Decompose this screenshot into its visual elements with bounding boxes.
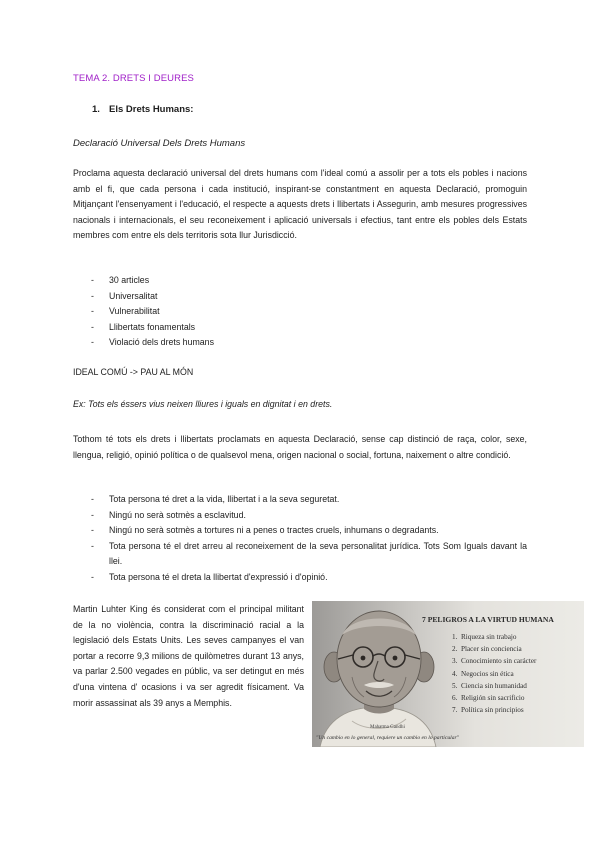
intro-paragraph: Proclama aquesta declaració universal del drets humans com l'ideal comú a assolir per a tots els pobles i nacions amb el fi, que cada persona i cada institució, inspirant-se constantment en aquesta Declaració, promoguin Mitjançant l'ensenyament i l'educació, el respecte a aquests drets i llibertats i Assegurin, amb mesures progressives nacionals i internacionals, el seu reconeixement i aplicació universals i efectius, tant entre els pobles dels Estats membres com entre els dels territoris sota llur Jurisdicció. [73,168,527,241]
poster-signature: Mahatma Gandhi [370,725,405,730]
gandhi-poster [312,601,584,747]
rights-list [91,492,527,586]
list-item: - Universalitat [91,289,527,305]
list-item: - 30 articles [91,273,527,289]
poster-list-item: 5. Ciencia sin humanidad [452,681,527,690]
poster-list-item: 6. Religión sin sacrificio [452,694,525,703]
list-item: - Violació dels drets humans [91,335,527,351]
example-sentence: Ex: Tots els éssers vius neixen lliures i iguals en dignitat i en drets. [73,399,333,409]
section-number: 1. [92,104,100,115]
poster-list-item: 7. Política sin principios [452,706,524,715]
poster-list-item: 4. Negocios sin ética [452,669,514,678]
list-item: - Tota persona té el dret arreu al reconeixement de la seva personalitat jurídica. Tots Som Iguals davant la llei. [91,539,527,570]
list-item: - Ningú no serà sotmès a tortures ni a penes o tractes cruels, inhumans o degradants. [91,523,527,539]
list-item: - Ningú no serà sotmès a esclavitud. [91,508,527,524]
poster-quote: "Un cambio en lo general, requiere un cambio en lo particular" [316,735,460,741]
poster-title: 7 PELIGROS A LA VIRTUD HUMANA [422,615,554,624]
poster-list-item: 2. Placer sin conciencia [452,645,522,654]
mlk-paragraph: Martin Luhter King és considerat com el principal militant de la no violència, contra la discriminació racial a la legislació dels Estats Units. Les seves campanyes el van portar a recorre 9,3 milions de quilòmetres durant 13 anys, va parlar 2.500 vegades en públic, va ser detingut en més d'una vintena d' ocasions i va ser agredit físicament. Va morir assassinat als 39 anys a Memphis. [73,604,304,708]
section-title: Els Drets Humans: [109,104,194,115]
list-item: - Llibertats fonamentals [91,320,527,336]
features-list [91,273,527,351]
poster-list-item: 1. Riqueza sin trabajo [452,633,517,641]
topic-heading: TEMA 2. DRETS I DEURES [73,73,194,84]
list-item: - Tota persona té dret a la vida, llibertat i a la seva seguretat. [91,492,527,508]
ideal-statement: IDEAL COMÚ -> PAU AL MÓN [73,367,194,377]
declaration-subtitle: Declaració Universal Dels Drets Humans [73,138,246,149]
rights-paragraph: Tothom té tots els drets i llibertats proclamats en aquesta Declaració, sense cap distinció de raça, color, sexe, llengua, religió, opinió política o de qualsevol mena, origen nacional o social, fortuna, naixement o altre condició. [73,434,527,460]
section-heading [92,104,193,115]
list-item: - Vulnerabilitat [91,304,527,320]
poster-list-item: 3. Conocimiento sin carácter [452,657,537,666]
poster-list [452,631,536,716]
list-item: - Tota persona té el dreta la llibertat d'expressió i d'opinió. [91,570,527,586]
